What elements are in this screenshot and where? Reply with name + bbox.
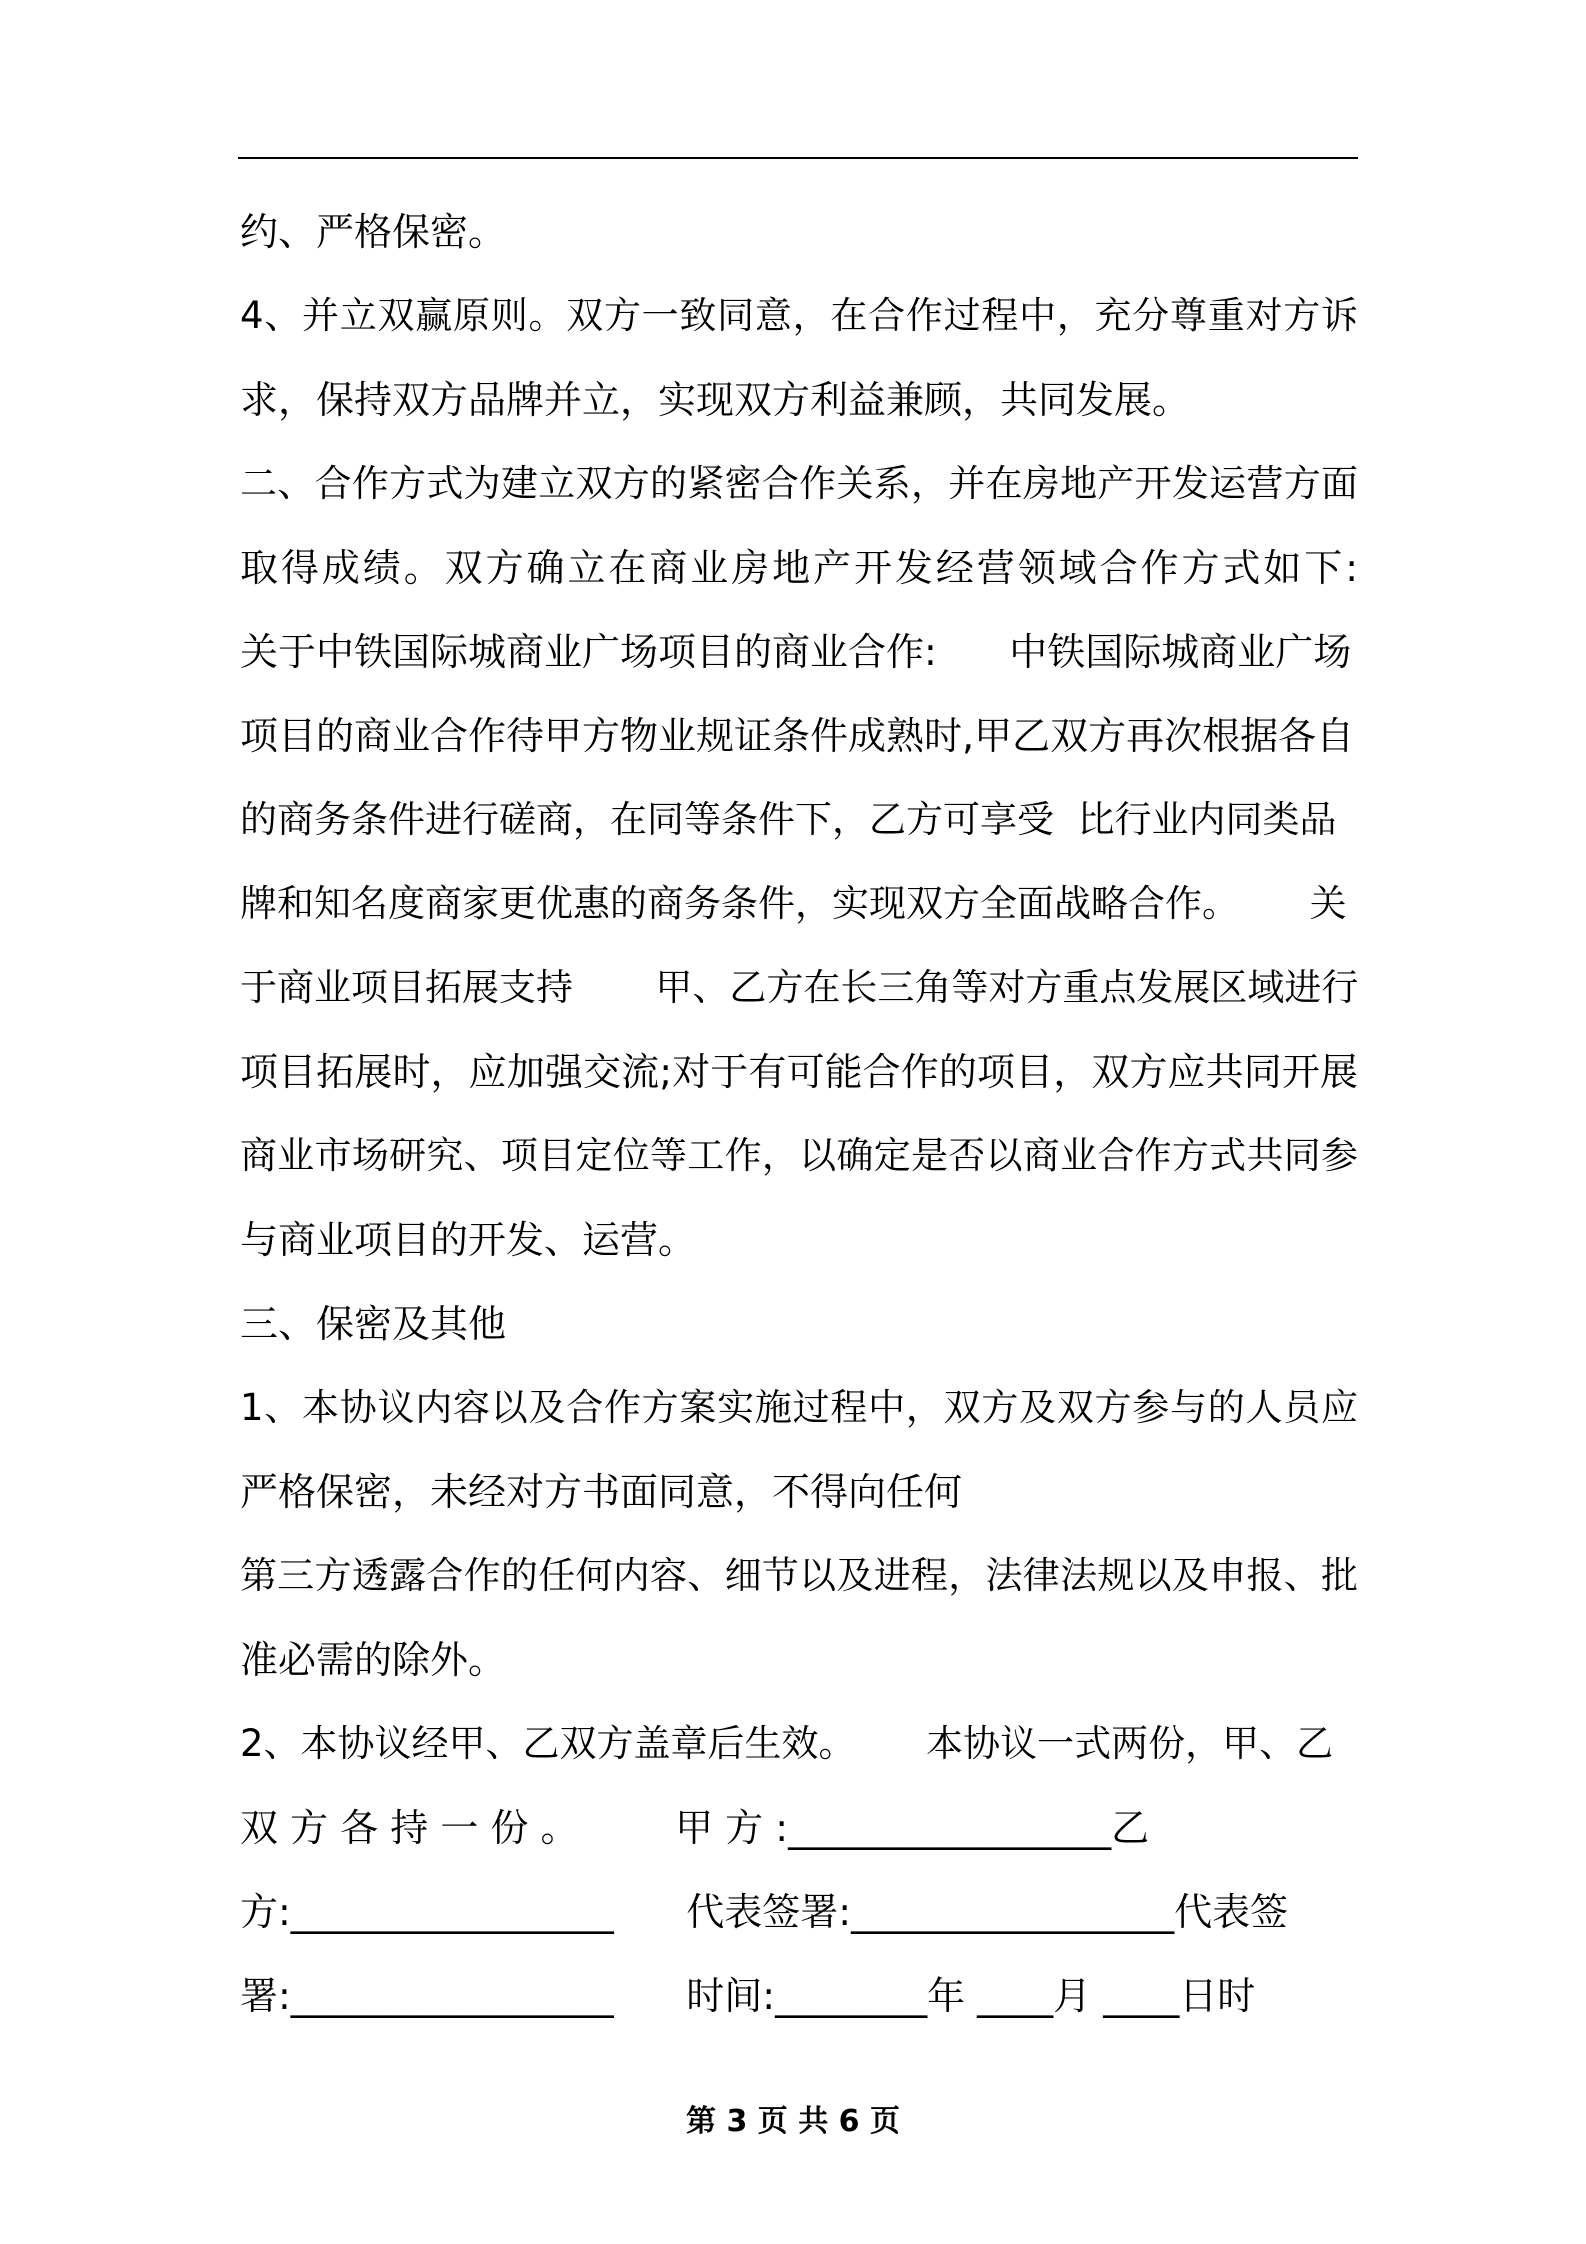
- signature-line: 双 方 各 持 一 份 。 甲 方 :_________________乙: [240, 1806, 1150, 1850]
- paragraph-line: 的商务条件进行磋商，在同等条件下，乙方可享受 比行业内同类品: [240, 798, 1337, 841]
- section-heading: 三、保密及其他: [240, 1302, 507, 1346]
- paragraph-line: 项目拓展时，应加强交流;对于有可能合作的项目，双方应共同开展: [240, 1050, 1358, 1094]
- paragraph-line: 准必需的除外。: [240, 1638, 507, 1682]
- page-number: 第 3 页 共 6 页: [686, 2104, 900, 2139]
- paragraph-line: 关于中铁国际城商业广场项目的商业合作: 中铁国际城商业广场: [240, 630, 1352, 674]
- paragraph-line: 2、本协议经甲、乙双方盖章后生效。 本协议一式两份，甲、乙: [240, 1722, 1334, 1765]
- paragraph-line: 项目的商业合作待甲方物业规证条件成熟时,甲乙双方再次根据各自: [240, 714, 1355, 758]
- paragraph-line: 商业市场研究、项目定位等工作，以确定是否以商业合作方式共同参: [240, 1134, 1358, 1177]
- paragraph-line: 严格保密，未经对方书面同意，不得向任何: [240, 1470, 963, 1514]
- signature-line: 署:_________________ 时间:________年 ____月 ____日时: [240, 1974, 1256, 2018]
- document-body: [240, 190, 1358, 2038]
- paragraph-line: 牌和知名度商家更优惠的商务条件，实现双方全面战略合作。 关: [240, 882, 1347, 925]
- paragraph-line: 1、本协议内容以及合作方案实施过程中，双方及双方参与的人员应: [240, 1386, 1358, 1429]
- paragraph-line: 约、严格保密。: [240, 210, 507, 254]
- paragraph-line: 与商业项目的开发、运营。: [240, 1218, 697, 1262]
- paragraph-line: 取得成绩。双方确立在商业房地产开发经营领域合作方式如下:: [240, 546, 1358, 590]
- paragraph-line: 4、并立双赢原则。双方一致同意，在合作过程中，充分尊重对方诉: [240, 294, 1358, 337]
- paragraph-line: 第三方透露合作的任何内容、细节以及进程，法律法规以及申报、批: [240, 1554, 1358, 1597]
- signature-line: 方:_________________ 代表签署:_________________代表签: [240, 1890, 1289, 1934]
- header-rule: [238, 157, 1358, 159]
- paragraph-line: 于商业项目拓展支持 甲、乙方在长三角等对方重点发展区域进行: [240, 966, 1358, 1009]
- paragraph-line: 二、合作方式为建立双方的紧密合作关系，并在房地产开发运营方面: [240, 462, 1358, 505]
- paragraph-line: 求，保持双方品牌并立，实现双方利益兼顾，共同发展。: [240, 378, 1191, 422]
